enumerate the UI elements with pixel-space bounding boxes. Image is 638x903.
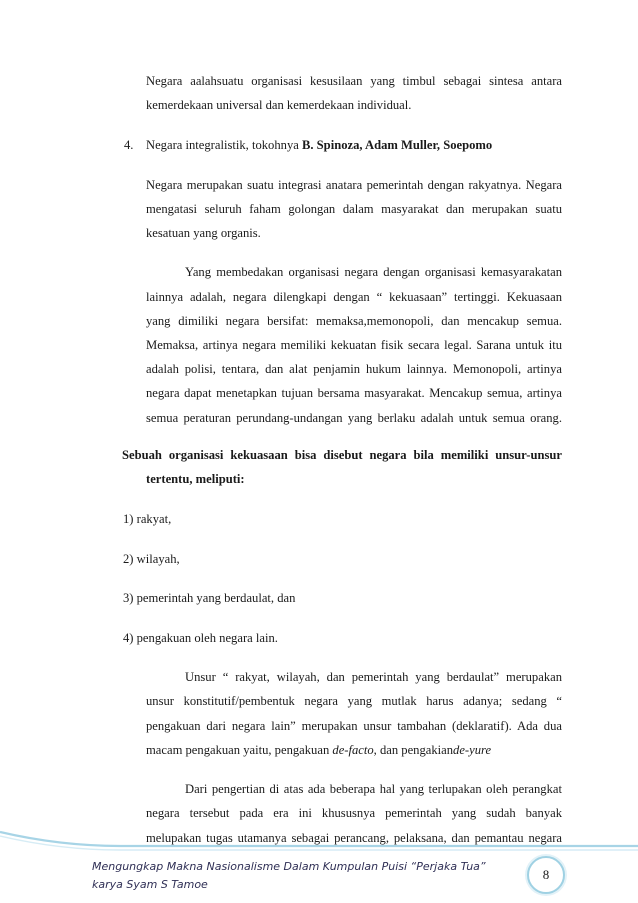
list-item: 4) pengakuan oleh negara lain. xyxy=(123,631,278,645)
paragraph-line: kemerdekaan universal dan kemerdekaan individual. xyxy=(146,98,412,112)
list-number: 4. xyxy=(124,138,134,152)
list-item-bold-names: B. Spinoza, Adam Muller, Soepomo xyxy=(301,138,493,152)
paragraph-line: adalah polisi, tentara, dan alat penjamin hukum lainnya. Memonopoli, artinya xyxy=(146,362,562,376)
paragraph-line: lainnya adalah, negara dilengkapi dengan “ kekuasaan” tertinggi. Kekuasaan xyxy=(146,290,562,304)
paragraph-line: Negara aalahsuatu organisasi kesusilaan yang timbul sebagai sintesa antara xyxy=(146,74,562,88)
footer-title: Mengungkap Makna Nasionalisme Dalam Kumpulan Puisi “Perjaka Tua” xyxy=(92,860,486,873)
list-item-text: Negara integralistik, tokohnya xyxy=(146,138,302,152)
paragraph-line: Yang membedakan organisasi negara dengan organisasi kemasyarakatan xyxy=(185,265,562,279)
paragraph-line: melupakan tugas utamanya sebagai perancang, pelaksana, dan pemantau negara xyxy=(146,831,562,845)
paragraph-line: Memaksa, artinya negara memiliki kekuatan fisik secara legal. Sarana untuk itu xyxy=(146,338,562,352)
italic-term: de-facto xyxy=(332,743,374,757)
paragraph-line: yang dimiliki negara bersifat: memaksa,memonopoli, dan mencakup semua. xyxy=(146,314,562,328)
footer-author: karya Syam S Tamoe xyxy=(92,878,208,891)
list-item: 3) pemerintah yang berdaulat, dan xyxy=(123,591,296,605)
list-item: 1) rakyat, xyxy=(123,512,172,526)
section-heading: tertentu, meliputi: xyxy=(146,472,245,486)
paragraph-line: unsur konstitutif/pembentuk negara yang mutlak harus adanya; sedang “ xyxy=(146,694,562,708)
footer-curve-line xyxy=(0,832,638,846)
paragraph-line: negara tersebut pada era ini khususnya pemerintah yang sudah banyak xyxy=(146,806,562,820)
paragraph-line: mengatasi seluruh faham golongan dalam masyarakat dan merupakan suatu xyxy=(146,202,562,216)
footer-curve-line xyxy=(0,836,638,850)
page-number-badge xyxy=(527,856,565,894)
paragraph-line: pengakuan dari negara lain” merupakan unsur tambahan (deklaratif). Ada dua xyxy=(146,719,562,733)
text-run: , dan pengakian xyxy=(373,743,454,757)
page-number: 8 xyxy=(542,867,550,882)
italic-term: de-yure xyxy=(453,743,492,757)
paragraph-line: semua peraturan perundang-undangan yang berlaku adalah untuk semua orang. xyxy=(146,411,562,425)
paragraph-line: Dari pengertian di atas ada beberapa hal yang terlupakan oleh perangkat xyxy=(185,782,562,796)
paragraph-line: Unsur “ rakyat, wilayah, dan pemerintah yang berdaulat” merupakan xyxy=(185,670,562,684)
section-heading: Sebuah organisasi kekuasaan bisa disebut negara bila memiliki unsur-unsur xyxy=(122,448,562,462)
paragraph-line: Negara merupakan suatu integrasi anatara pemerintah dengan rakyatnya. Negara xyxy=(146,178,562,192)
paragraph-line: kesatuan yang organis. xyxy=(146,226,261,240)
list-item: 2) wilayah, xyxy=(123,552,180,566)
text-run: macam pengakuan yaitu, pengakuan xyxy=(146,743,333,757)
paragraph-line: negara dapat menetapkan tujuan bersama masyarakat. Mencakup semua, artinya xyxy=(146,386,562,400)
